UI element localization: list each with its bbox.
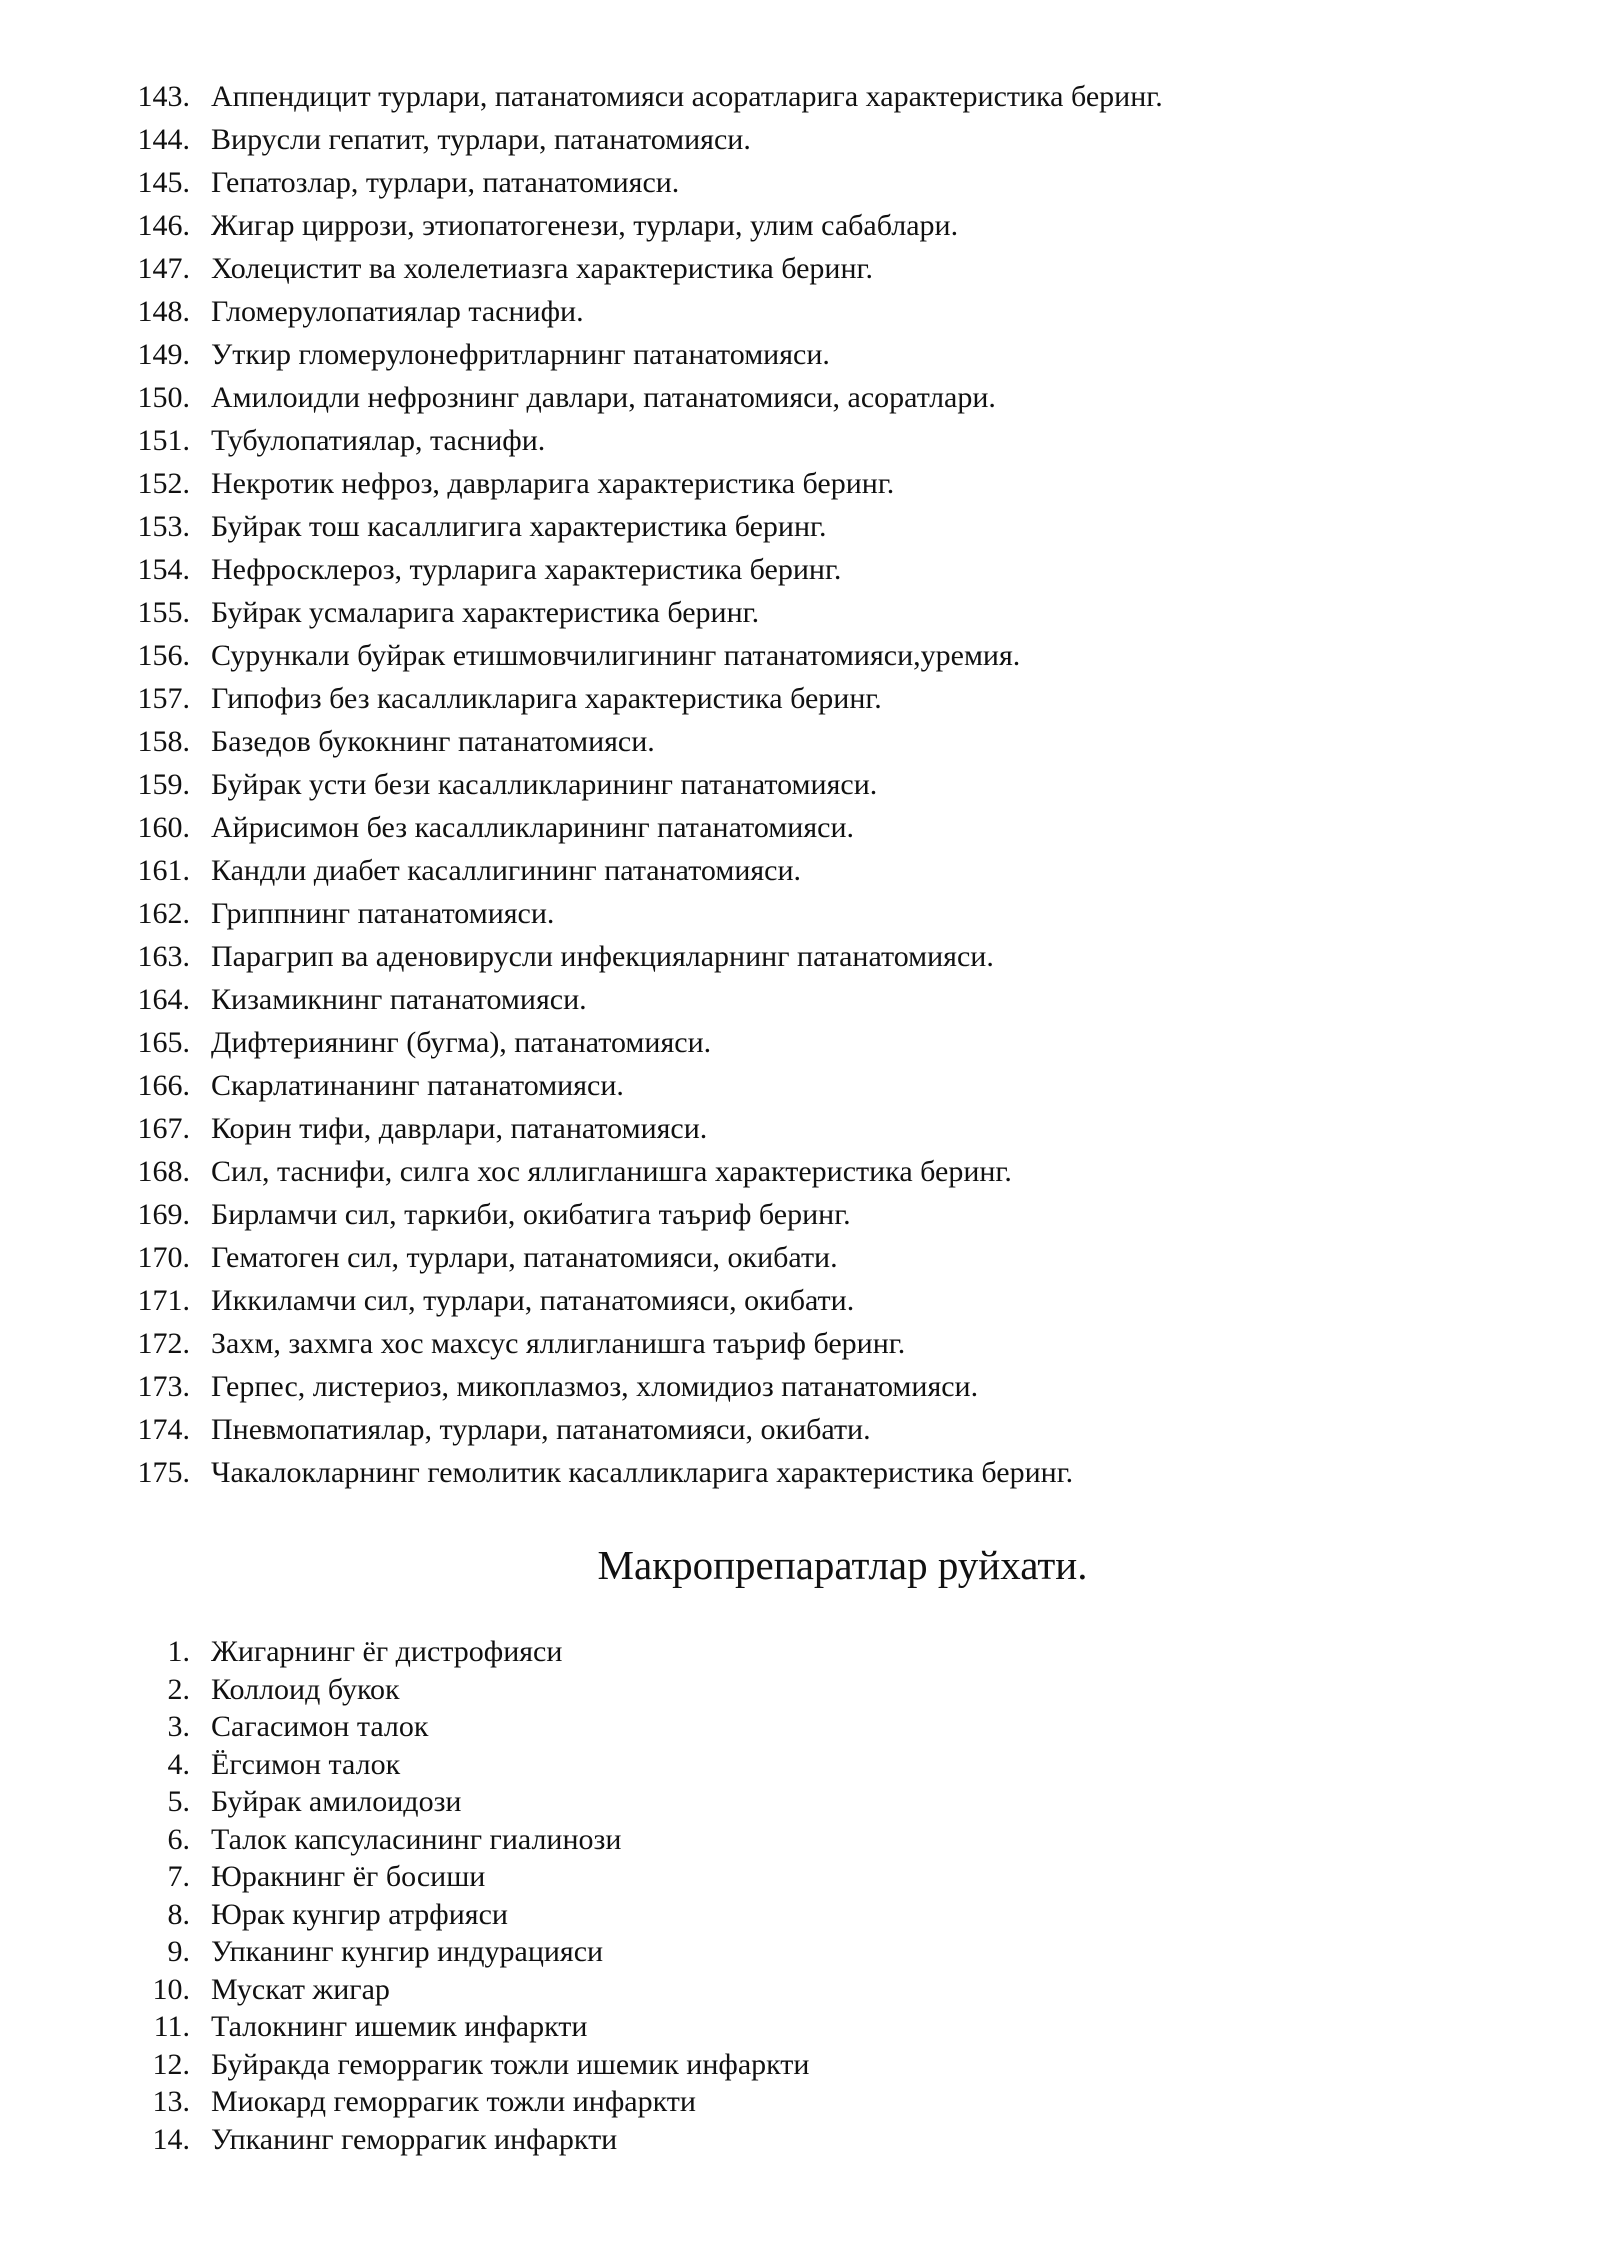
question-item [0,1236,1600,1279]
macro-item-text: Талок капсуласининг гиалинози [211,1822,622,1856]
question-text: Гепатозлар, турлари, патанатомияси. [211,166,680,199]
macro-item-number: 2. [167,1672,190,1706]
question-item [0,892,1600,935]
question-text: Корин тифи, даврлари, патанатомияси. [211,1112,708,1145]
question-item [0,806,1600,849]
question-item [0,591,1600,634]
question-item [0,1408,1600,1451]
question-number: 152. [137,467,190,500]
question-item [0,720,1600,763]
question-text: Сурункали буйрак етишмовчилигининг патанатомияси,уремия. [211,639,1021,672]
macro-item [0,1708,1600,1746]
question-number: 171. [137,1284,190,1317]
macro-item-text: Буйракда геморрагик тожли ишемик инфаркти [211,2047,810,2081]
macro-item [0,2121,1600,2159]
question-text: Буйрак усмаларига характеристика беринг. [211,596,760,629]
question-item [0,1021,1600,1064]
question-item [0,161,1600,204]
question-number: 157. [137,682,190,715]
macro-item [0,1971,1600,2009]
question-number: 150. [137,381,190,414]
question-number: 168. [137,1155,190,1188]
macro-item [0,1633,1600,1671]
macro-item [0,2008,1600,2046]
question-text: Захм, захмга хос махсус яллигланишга таъриф беринг. [211,1327,906,1360]
question-item [0,75,1600,118]
macro-preparation-list [0,1633,1600,2158]
question-text: Кандли диабет касаллигининг патанатомияси. [211,854,802,887]
question-item [0,935,1600,978]
macro-item-number: 10. [152,1972,190,2006]
question-item [0,118,1600,161]
macro-item-number: 4. [167,1747,190,1781]
macro-item-text: Миокард геморрагик тожли инфаркти [211,2085,696,2118]
question-text: Нефросклероз, турларига характеристика беринг. [211,553,842,586]
question-item [0,1365,1600,1408]
macro-item-text: Сагасимон талок [211,1710,429,1743]
question-number: 162. [137,897,190,930]
macro-item-text: Ёгсимон талок [211,1747,401,1781]
question-number: 170. [137,1241,190,1274]
question-number: 156. [137,639,190,672]
macro-item [0,1896,1600,1934]
question-item [0,978,1600,1021]
question-text: Иккиламчи сил, турлари, патанатомияси, окибати. [211,1284,855,1317]
question-text: Амилоидли нефрознинг давлари, патанатомияси, асоратлари. [211,381,996,414]
macro-item-number: 3. [167,1710,190,1743]
question-item [0,419,1600,462]
question-text: Герпес, листериоз, микоплазмоз, хломидиоз патанатомияси. [211,1370,979,1403]
question-text: Тубулопатиялар, таснифи. [211,424,546,457]
question-number: 148. [137,295,190,328]
question-number: 147. [137,252,190,285]
question-text: Жигар циррози, этиопатогенези, турлари, улим сабаблари. [211,209,959,242]
macro-item-number: 9. [167,1935,190,1968]
question-number: 169. [137,1198,190,1231]
question-text: Вирусли гепатит, турлари, патанатомияси. [211,123,751,156]
macro-item-text: Юракнинг ёг босиши [211,1860,486,1893]
question-item [0,548,1600,591]
question-item [0,1064,1600,1107]
question-item [0,763,1600,806]
macro-item-number: 11. [153,2010,190,2043]
macro-item-text: Упканинг кунгир индурацияси [211,1935,604,1968]
macro-item-text: Буйрак амилоидози [211,1785,462,1818]
question-number: 174. [137,1413,190,1446]
question-item [0,1107,1600,1150]
question-list [0,75,1600,1494]
question-number: 167. [137,1112,190,1145]
question-text: Пневмопатиялар, турлари, патанатомияси, окибати. [211,1413,871,1446]
macro-item [0,2083,1600,2121]
question-text: Бирламчи сил, таркиби, окибатига таъриф беринг. [211,1198,851,1231]
question-text: Уткир гломерулонефритларнинг патанатомияси. [211,338,830,371]
question-text: Буйрак усти бези касалликларининг патанатомияси. [211,768,878,801]
question-number: 159. [137,768,190,801]
question-item [0,376,1600,419]
question-number: 154. [137,553,190,586]
question-item [0,1322,1600,1365]
question-number: 172. [137,1327,190,1360]
question-item [0,333,1600,376]
question-text: Гриппнинг патанатомияси. [211,897,555,930]
question-number: 173. [137,1370,190,1403]
macro-item-text: Талокнинг ишемик инфаркти [211,2010,588,2043]
question-item [0,247,1600,290]
question-number: 160. [137,811,190,844]
macro-item [0,1746,1600,1784]
question-item [0,677,1600,720]
question-number: 143. [137,80,190,113]
question-number: 149. [137,338,190,371]
macro-item-text: Юрак кунгир атрфияси [211,1897,508,1931]
macro-item-text: Жигарнинг ёг дистрофияси [211,1635,563,1668]
question-text: Чакалокларнинг гемолитик касалликларига характеристика беринг. [211,1456,1074,1489]
question-text: Сил, таснифи, силга хос яллигланишга характеристика беринг. [211,1155,1012,1188]
question-item [0,1279,1600,1322]
question-number: 175. [137,1456,190,1489]
macro-item [0,2046,1600,2084]
question-item [0,1451,1600,1494]
question-number: 165. [137,1026,190,1059]
macro-item-text: Мускат жигар [211,1972,390,2006]
macro-item-number: 6. [167,1822,190,1856]
question-item [0,462,1600,505]
question-item [0,849,1600,892]
macro-item [0,1821,1600,1859]
question-text: Дифтериянинг (бугма), патанатомияси. [211,1026,712,1059]
question-number: 164. [137,983,190,1016]
macro-item-number: 1. [167,1635,190,1668]
question-item [0,1193,1600,1236]
question-item [0,204,1600,247]
question-item [0,290,1600,333]
question-text: Кизамикнинг патанатомияси. [211,983,587,1016]
question-text: Базедов букокнинг патанатомияси. [211,725,655,758]
macro-item-text: Упканинг геморрагик инфаркти [211,2122,618,2156]
question-text: Парагрип ва аденовирусли инфекцияларнинг патанатомияси. [211,940,994,973]
macro-item [0,1858,1600,1896]
question-text: Буйрак тош касаллигига характеристика беринг. [211,510,827,543]
macro-item-number: 14. [152,2122,190,2156]
question-number: 161. [137,854,190,887]
question-number: 163. [137,940,190,973]
question-number: 151. [137,424,190,457]
question-number: 144. [137,123,190,156]
section-title: Макропрепаратлар руйхати. [597,1542,1088,1588]
macro-item [0,1783,1600,1821]
question-item [0,634,1600,677]
macro-item-number: 12. [152,2047,190,2081]
question-number: 153. [137,510,190,543]
question-number: 158. [137,725,190,758]
macro-item [0,1671,1600,1709]
macro-item-number: 13. [152,2085,190,2118]
question-text: Гематоген сил, турлари, патанатомияси, окибати. [211,1241,838,1274]
question-text: Гипофиз без касалликларига характеристика беринг. [211,682,882,715]
question-number: 166. [137,1069,190,1102]
question-number: 155. [137,596,190,629]
macro-item [0,1933,1600,1971]
macro-item-number: 5. [167,1785,190,1818]
macro-item-number: 7. [167,1860,190,1893]
question-number: 146. [137,209,190,242]
question-number: 145. [137,166,190,199]
question-text: Гломерулопатиялар таснифи. [211,295,584,328]
question-item [0,1150,1600,1193]
question-text: Некротик нефроз, даврларига характеристика беринг. [211,467,895,500]
question-text: Холецистит ва холелетиазга характеристика беринг. [211,252,873,285]
question-item [0,505,1600,548]
macro-item-text: Коллоид букок [211,1672,400,1706]
question-text: Айрисимон без касалликларининг патанатомияси. [211,811,854,844]
question-text: Аппендицит турлари, патанатомияси асоратларига характеристика беринг. [211,80,1163,113]
macro-item-number: 8. [167,1897,190,1931]
question-text: Скарлатинанинг патанатомияси. [211,1069,624,1102]
